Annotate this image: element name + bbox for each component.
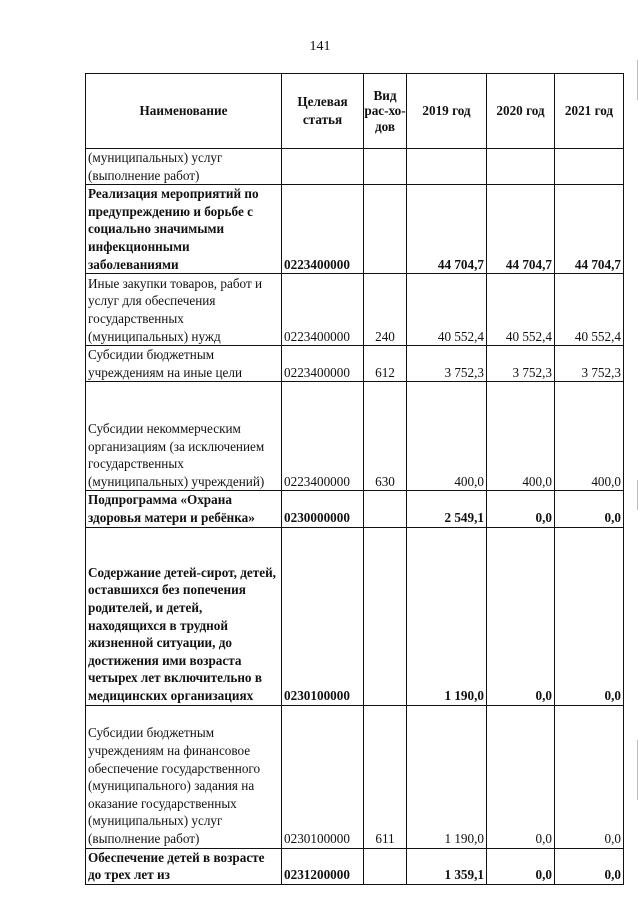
- cell-year-2019: 1 190,0: [407, 527, 487, 705]
- cell-expense-type: 240: [364, 274, 407, 346]
- cell-expense-type: 630: [364, 382, 407, 491]
- cell-name: Обеспечение детей в возрасте до трех лет из: [86, 848, 282, 884]
- cell-target-article: 0230100000: [282, 527, 364, 705]
- cell-year-2021: 44 704,7: [555, 185, 624, 274]
- cell-year-2020: 44 704,7: [487, 185, 555, 274]
- cell-year-2019: 44 704,7: [407, 185, 487, 274]
- cell-year-2021: 0,0: [555, 705, 624, 848]
- table-header-row: [86, 74, 624, 149]
- cell-expense-type: [364, 527, 407, 705]
- cell-year-2021: 0,0: [555, 848, 624, 884]
- cell-expense-type: [364, 491, 407, 527]
- page-edge-mark: [637, 480, 638, 510]
- cell-name: Субсидии бюджетным учреждениям на финансовое обеспечение государственного (муниципального) задания на оказание государственных (муниципальных) услуг (выполнение работ): [86, 705, 282, 848]
- cell-year-2019: 1 190,0: [407, 705, 487, 848]
- cell-expense-type: 612: [364, 346, 407, 382]
- table-row: [86, 185, 624, 274]
- cell-year-2019: 2 549,1: [407, 491, 487, 527]
- cell-expense-type: 611: [364, 705, 407, 848]
- cell-expense-type: [364, 185, 407, 274]
- table-row: [86, 527, 624, 705]
- table-row: [86, 149, 624, 185]
- cell-year-2021: 400,0: [555, 382, 624, 491]
- cell-name: Иные закупки товаров, работ и услуг для обеспечения государственных (муниципальных) нужд: [86, 274, 282, 346]
- cell-year-2021: 3 752,3: [555, 346, 624, 382]
- header-year-2021: 2021 год: [555, 74, 624, 149]
- cell-year-2020: 3 752,3: [487, 346, 555, 382]
- cell-year-2021: 40 552,4: [555, 274, 624, 346]
- cell-year-2021: 0,0: [555, 527, 624, 705]
- cell-target-article: 0231200000: [282, 848, 364, 884]
- table-row: [86, 491, 624, 527]
- cell-year-2019: 3 752,3: [407, 346, 487, 382]
- cell-target-article: 0230000000: [282, 491, 364, 527]
- cell-year-2020: 400,0: [487, 382, 555, 491]
- cell-year-2020: 40 552,4: [487, 274, 555, 346]
- cell-year-2021: 0,0: [555, 491, 624, 527]
- table-row: [86, 382, 624, 491]
- header-expense-type: Вид рас-хо-дов: [364, 74, 407, 149]
- cell-year-2020: 0,0: [487, 491, 555, 527]
- cell-year-2021: [555, 149, 624, 185]
- table-row: [86, 346, 624, 382]
- table-row: [86, 848, 624, 884]
- cell-name: Субсидии некоммерческим организациям (за исключением государственных (муниципальных) учреждений): [86, 382, 282, 491]
- cell-target-article: 0223400000: [282, 382, 364, 491]
- cell-year-2020: 0,0: [487, 848, 555, 884]
- cell-name: Субсидии бюджетным учреждениям на иные цели: [86, 346, 282, 382]
- table-row: [86, 274, 624, 346]
- cell-year-2019: 40 552,4: [407, 274, 487, 346]
- header-name: Наименование: [86, 74, 282, 149]
- header-target-article: Целевая статья: [282, 74, 364, 149]
- cell-year-2019: 1 359,1: [407, 848, 487, 884]
- header-year-2019: 2019 год: [407, 74, 487, 149]
- page-edge-mark: [637, 740, 638, 800]
- cell-expense-type: [364, 149, 407, 185]
- cell-name: Подпрограмма «Охрана здоровья матери и ребёнка»: [86, 491, 282, 527]
- page-number: 141: [309, 39, 331, 54]
- cell-year-2019: [407, 149, 487, 185]
- table-row: [86, 705, 624, 848]
- cell-target-article: 0230100000: [282, 705, 364, 848]
- cell-target-article: [282, 149, 364, 185]
- cell-target-article: 0223400000: [282, 274, 364, 346]
- cell-name: Содержание детей-сирот, детей, оставшихся без попечения родителей, и детей, находящихся в трудной жизненной ситуации, до достижения ими возраста четырех лет включительно в медицинских организациях: [86, 527, 282, 705]
- cell-target-article: 0223400000: [282, 185, 364, 274]
- cell-year-2020: [487, 149, 555, 185]
- header-year-2020: 2020 год: [487, 74, 555, 149]
- page-edge-mark: [637, 60, 638, 100]
- cell-target-article: 0223400000: [282, 346, 364, 382]
- budget-table: [85, 73, 624, 885]
- cell-year-2020: 0,0: [487, 705, 555, 848]
- cell-year-2020: 0,0: [487, 527, 555, 705]
- table-body: [86, 149, 624, 885]
- cell-expense-type: [364, 848, 407, 884]
- cell-name: Реализация мероприятий по предупреждению и борьбе с социально значимыми инфекционными заболеваниями: [86, 185, 282, 274]
- cell-name: (муниципальных) услуг (выполнение работ): [86, 149, 282, 185]
- cell-year-2019: 400,0: [407, 382, 487, 491]
